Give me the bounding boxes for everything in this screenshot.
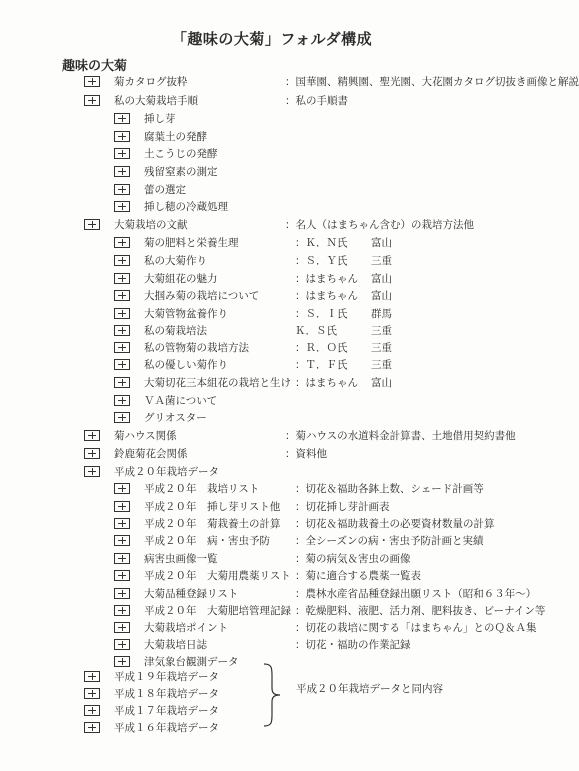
prefecture: 三重 [371, 325, 392, 337]
folder-description: ：Ｓ．Ｙ氏 [295, 255, 348, 267]
folder-row[interactable] [84, 464, 540, 481]
folder-name: 平成２０年 病・害虫予防 [144, 535, 270, 547]
folder-name: 菊ハウス関係 [114, 430, 177, 442]
subfolder-row[interactable] [114, 568, 540, 585]
prefecture: 富山 [371, 377, 392, 389]
subfolder-row[interactable] [114, 199, 540, 216]
folder-name: ＶＡ菌について [144, 395, 218, 407]
folder-name: 蕾の選定 [144, 184, 186, 196]
subfolder-row[interactable] [114, 516, 540, 533]
folder-description: ：国華園、精興園、聖光園、大花園カタログ切抜き画像と解説 [285, 76, 579, 88]
folder-name: 大菊栽培ポイント [144, 622, 228, 634]
folder-description: ：農林水産省品種登録出願リスト（昭和６３年〜） [295, 588, 537, 600]
expand-folder-icon[interactable] [114, 656, 130, 667]
folder-description: ：切花・福助の作業記録 [295, 639, 411, 651]
subfolder-row[interactable] [114, 111, 540, 128]
folder-row[interactable] [84, 217, 540, 234]
expand-folder-icon[interactable] [114, 483, 130, 494]
prefecture: 三重 [371, 342, 392, 354]
folder-name: 平成１６年栽培データ [114, 722, 219, 734]
expand-folder-icon[interactable] [114, 166, 130, 177]
expand-folder-icon[interactable] [114, 325, 130, 336]
folder-row[interactable] [84, 93, 540, 110]
folder-name: 平成２０年栽培データ [114, 466, 219, 478]
prefecture: 富山 [371, 273, 392, 285]
expand-folder-icon[interactable] [114, 412, 130, 423]
folder-name: 私の優しい菊作り [144, 359, 228, 371]
folder-description: ：切花＆福助各鉢上数、シェード計画等 [295, 483, 484, 495]
subfolder-row[interactable] [114, 340, 540, 357]
expand-folder-icon[interactable] [114, 184, 130, 195]
subfolder-row[interactable] [114, 551, 540, 568]
expand-folder-icon[interactable] [84, 448, 100, 459]
folder-description: Ｋ．Ｓ氏 [295, 325, 337, 337]
prefecture: 三重 [371, 359, 392, 371]
folder-description: ：はまちゃん [295, 290, 358, 302]
folder-name: 津気象台観測データ [144, 656, 239, 668]
folder-row[interactable] [84, 703, 540, 720]
folder-name: 大菊栽培日誌 [144, 639, 207, 651]
folder-description: ：菊に適合する農薬一覧表 [295, 570, 421, 582]
subfolder-row[interactable] [114, 129, 540, 146]
subfolder-row[interactable] [114, 499, 540, 516]
subfolder-row[interactable] [114, 323, 540, 340]
folder-name: 大菊品種登録リスト [144, 588, 239, 600]
prefecture: 富山 [371, 290, 392, 302]
subfolder-row[interactable] [114, 533, 540, 550]
expand-folder-icon[interactable] [114, 131, 130, 142]
folder-name: 鈴鹿菊花会関係 [114, 448, 188, 460]
expand-folder-icon[interactable] [114, 518, 130, 529]
expand-folder-icon[interactable] [114, 308, 130, 319]
expand-folder-icon[interactable] [114, 622, 130, 633]
subfolder-row[interactable] [114, 410, 540, 427]
expand-folder-icon[interactable] [114, 377, 130, 388]
brace-note: 平成２０年栽培データと同内容 [296, 683, 443, 695]
folder-description: ：Ｋ．Ｎ氏 [295, 237, 348, 249]
expand-folder-icon[interactable] [114, 113, 130, 124]
expand-folder-icon[interactable] [84, 722, 100, 733]
folder-description: ：はまちゃん [295, 377, 358, 389]
subfolder-row[interactable] [114, 271, 540, 288]
folder-description: ：切花＆福助栽養土の必要資材数量の計算 [295, 518, 495, 530]
folder-name: 私の大菊作り [144, 255, 207, 267]
expand-folder-icon[interactable] [114, 237, 130, 248]
folder-name: 菊カタログ抜粋 [114, 76, 188, 88]
expand-folder-icon[interactable] [114, 201, 130, 212]
expand-folder-icon[interactable] [114, 342, 130, 353]
folder-description: ：Ｒ．Ｏ氏 [295, 342, 348, 354]
folder-description: ：資料他 [285, 448, 327, 460]
folder-name: 病害虫画像一覧 [144, 553, 218, 565]
subfolder-row[interactable] [114, 235, 540, 252]
expand-folder-icon[interactable] [114, 501, 130, 512]
folder-name: 大菊栽培の文献 [114, 219, 188, 231]
root-folder-label: 趣味の大菊 [62, 59, 128, 74]
folder-row[interactable] [84, 446, 540, 463]
folder-name: グリオスター [144, 412, 207, 424]
folder-name: 土こうじの発酵 [144, 148, 218, 160]
expand-folder-icon[interactable] [114, 553, 130, 564]
expand-folder-icon[interactable] [114, 395, 130, 406]
folder-name: 大掴み菊の栽培について [144, 290, 260, 302]
folder-name: 私の管物菊の栽培方法 [144, 342, 249, 354]
folder-row[interactable] [84, 428, 540, 445]
folder-name: 私の大菊栽培手順 [114, 95, 198, 107]
expand-folder-icon[interactable] [114, 273, 130, 284]
folder-name: 大菊切花三本組花の栽培と生け [144, 377, 291, 389]
folder-name: 大菊組花の魅力 [144, 273, 218, 285]
folder-name: 平成１７年栽培データ [114, 705, 219, 717]
folder-name: 平成２０年 栽培リスト [144, 483, 260, 495]
subfolder-row[interactable] [114, 306, 540, 323]
folder-description: ：全シーズンの病・害虫予防計画と実績 [295, 535, 484, 547]
folder-row[interactable] [84, 74, 579, 91]
expand-folder-icon[interactable] [114, 255, 130, 266]
expand-folder-icon[interactable] [114, 148, 130, 159]
subfolder-row[interactable] [114, 603, 546, 620]
folder-name: 平成１９年栽培データ [114, 671, 219, 683]
expand-folder-icon[interactable] [84, 219, 100, 230]
folder-description: ：菊の病気＆害虫の画像 [295, 553, 411, 565]
folder-name: 平成２０年 大菊用農薬リスト [144, 570, 291, 582]
subfolder-row[interactable] [114, 481, 540, 498]
expand-folder-icon[interactable] [114, 588, 130, 599]
expand-folder-icon[interactable] [114, 535, 130, 546]
subfolder-row[interactable] [114, 357, 540, 374]
expand-folder-icon[interactable] [114, 605, 130, 616]
prefecture: 群馬 [371, 308, 392, 320]
brace-icon [262, 662, 282, 728]
folder-row[interactable] [84, 720, 540, 737]
folder-name: 平成２０年 菊栽養土の計算 [144, 518, 281, 530]
page-title: 「趣味の大菊」フォルダ構成 [171, 30, 373, 48]
expand-folder-icon[interactable] [84, 705, 100, 716]
expand-folder-icon[interactable] [84, 95, 100, 106]
subfolder-row[interactable] [114, 586, 540, 603]
expand-folder-icon[interactable] [84, 688, 100, 699]
folder-description: ：私の手順書 [285, 95, 348, 107]
folder-name: 平成１８年栽培データ [114, 688, 219, 700]
folder-name: 腐葉土の発酵 [144, 131, 207, 143]
folder-description: ：はまちゃん [295, 273, 358, 285]
folder-name: 私の菊栽培法 [144, 325, 207, 337]
subfolder-row[interactable] [114, 637, 540, 654]
subfolder-row[interactable] [114, 620, 540, 637]
subfolder-row[interactable] [114, 164, 540, 181]
folder-description: ：菊ハウスの水道料金計算書、土地借用契約書他 [285, 430, 516, 442]
folder-description: ：名人（はまちゃん含む）の栽培方法他 [285, 219, 474, 231]
subfolder-row[interactable] [114, 393, 540, 410]
folder-name: 平成２０年 挿し芽リスト他 [144, 501, 281, 513]
expand-folder-icon[interactable] [114, 570, 130, 581]
subfolder-row[interactable] [114, 375, 540, 392]
prefecture: 三重 [371, 255, 392, 267]
subfolder-row[interactable] [114, 288, 540, 305]
expand-folder-icon[interactable] [84, 430, 100, 441]
folder-description: ：切花の栽培に関する「はまちゃん」とのＱ＆Ａ集 [295, 622, 537, 634]
subfolder-row[interactable] [114, 253, 540, 270]
subfolder-row[interactable] [114, 182, 540, 199]
expand-folder-icon[interactable] [114, 290, 130, 301]
folder-name: 平成２０年 大菊肥培管理記録 [144, 605, 291, 617]
subfolder-row[interactable] [114, 146, 540, 163]
folder-description: ：Ｔ．Ｆ氏 [295, 359, 348, 371]
folder-name: 大菊管物盆養作り [144, 308, 228, 320]
folder-description: ：Ｓ．Ｉ氏 [295, 308, 348, 320]
folder-name: 挿し芽 [144, 113, 176, 125]
folder-name: 挿し穂の冷蔵処理 [144, 201, 228, 213]
prefecture: 富山 [371, 237, 392, 249]
folder-description: ：切花挿し芽計画表 [295, 501, 390, 513]
expand-folder-icon[interactable] [84, 671, 100, 682]
folder-name: 残留窒素の測定 [144, 166, 218, 178]
folder-description: ：乾燥肥料、液肥、活力剤、肥料抜き、ビーナイン等 [295, 605, 546, 617]
folder-name: 菊の肥料と栄養生理 [144, 237, 239, 249]
expand-folder-icon[interactable] [114, 639, 130, 650]
expand-folder-icon[interactable] [84, 466, 100, 477]
expand-folder-icon[interactable] [114, 359, 130, 370]
expand-folder-icon[interactable] [84, 76, 100, 87]
